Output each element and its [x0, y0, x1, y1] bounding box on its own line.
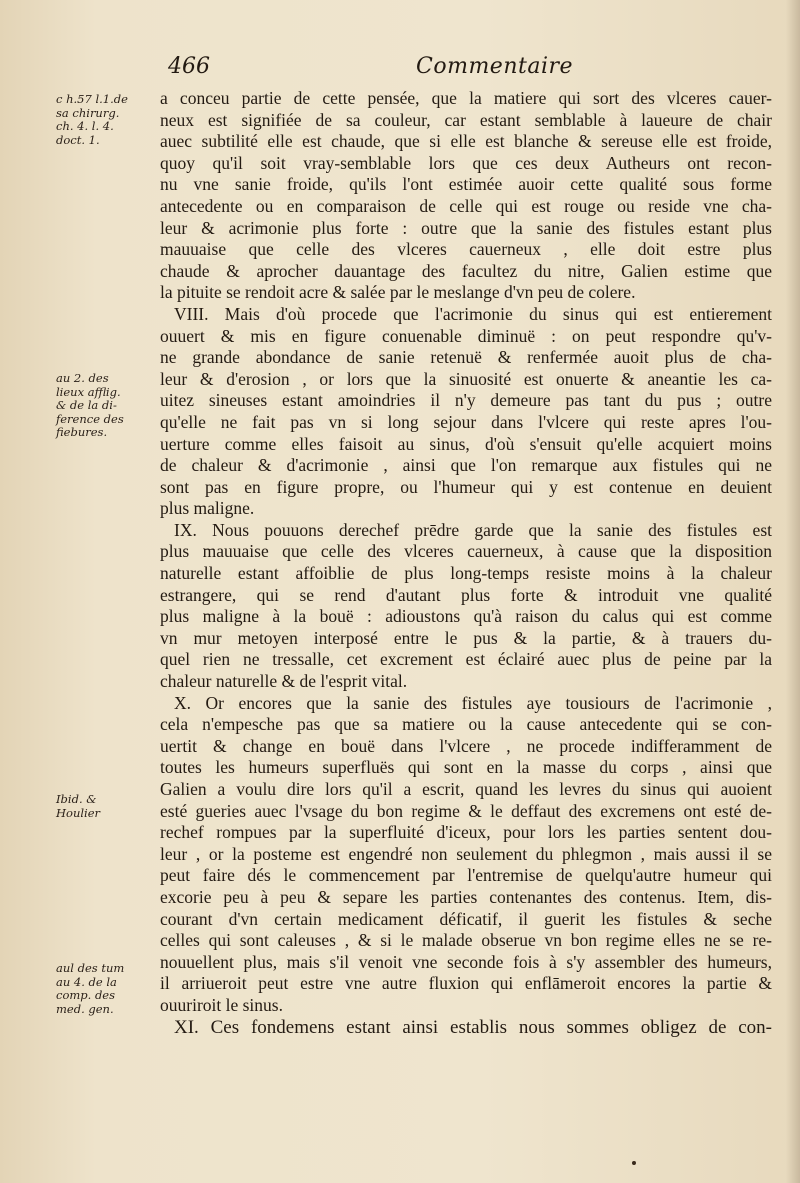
- text-line: X. Or encores que la sanie des fistules aye tousiours de l'acrimonie ,: [174, 692, 772, 713]
- text-line: qu'elle ne fait pas vn si long sejour dans l'vlcere qui reste apres l'ou-: [160, 411, 772, 432]
- text-line: uerture comme elles faisoit au sinus, d'où s'ensuit qu'elle acquiert moins: [160, 433, 772, 454]
- text-line: il arriueroit peut estre vne autre fluxion qui enflāmeroit encores la partie &: [160, 973, 772, 994]
- text-line: rechef rompues par la superfluité d'iceux, pour lors les parties sentent dou-: [160, 822, 772, 843]
- page-number: 466: [168, 54, 210, 79]
- page-header: [160, 52, 780, 86]
- margin-note-line: sa chirurg.: [56, 105, 120, 120]
- margin-note: [56, 372, 156, 440]
- text-line: a conceu partie de cette pensée, que la matiere qui sort des vlceres cauer-: [160, 88, 772, 108]
- text-line: de chaleur & d'acrimonie , ainsi que l'on remarque aux fistules qui ne: [160, 455, 772, 476]
- text-line: uertit & change en bouë dans l'vlcere , ne procede indifferamment de: [160, 735, 772, 756]
- body-text: [160, 88, 772, 1038]
- text-line: excorie peu à peu & separe les parties contenantes des contenus. Item, dis-: [160, 886, 772, 907]
- text-line: IX. Nous pouuons derechef prēdre garde que la sanie des fistules est: [174, 519, 772, 540]
- margin-note-line: ch. 4. l. 4.: [56, 119, 114, 133]
- margin-note-line: aul des tum: [56, 961, 125, 975]
- text-line: cela n'empesche pas que sa matiere ou la cause antecedente qui se con-: [160, 714, 772, 735]
- text-line: quoy qu'il soit vray-semblable lors que ces deux Autheurs ont recon-: [160, 152, 772, 173]
- text-line: antecedente ou en comparaison de celle qui est rouge ou reside vne cha-: [160, 195, 772, 216]
- text-line: courant d'vn certain medicament déficatif, il guerit les fistules & seche: [160, 908, 772, 929]
- text-line: esté gueries auec l'vsage du bon regime & le deffaut des excremens ont esté de-: [160, 800, 772, 821]
- text-line: naturelle estant affoiblie de plus long-temps resiste moins à la chaleur: [160, 563, 772, 584]
- margin-note-line: & de la di-: [56, 398, 117, 412]
- ink-spot: [632, 1161, 636, 1165]
- text-line: nouuellent plus, mais s'il venoit vne seconde fois à s'y assembler des humeurs,: [160, 951, 772, 972]
- margin-note-line: ference des: [56, 411, 124, 426]
- text-line: toutes les humeurs superfluës qui sont en la masse du corps , ainsi que: [160, 757, 772, 778]
- text-line: celles qui sont caleuses , & si le malade obserue vn bon regime elles ne se re-: [160, 930, 772, 951]
- margin-note: [56, 793, 156, 820]
- margin-note-line: au 4. de la: [56, 974, 117, 989]
- margin-note-line: Ibid. &: [56, 792, 97, 806]
- text-line: leur , or la posteme est engendré non seulement du phlegmon , mais aussi il se: [160, 843, 772, 864]
- text-line: ne grande abondance de sanie retenuë & renfermée auoit plus de cha-: [160, 347, 772, 368]
- text-line: uitez sineuses estant amoindries il n'y demeure pas tant du pus ; outre: [160, 390, 772, 411]
- text-line: VIII. Mais d'où procede que l'acrimonie du sinus qui est entierement: [174, 303, 772, 324]
- running-title: Commentaire: [416, 54, 574, 79]
- margin-note-line: doct. 1.: [56, 132, 100, 147]
- margin-note-line: fiebures.: [56, 425, 108, 439]
- margin-note: [56, 93, 156, 147]
- text-line: leur & d'erosion , or lors que la sinuosité est onuerte & aneantie les ca-: [160, 368, 772, 389]
- text-line: plus maligne.: [160, 498, 255, 519]
- margin-note-line: c h.57 l.1.de: [56, 92, 128, 106]
- text-line: mauuaise que celle des vlceres cauerneux , elle doit estre plus: [160, 239, 772, 260]
- text-line: la pituite se rendoit acre & salée par le meslange d'vn peu de colere.: [160, 282, 636, 303]
- text-line: ouuriroit le sinus.: [160, 994, 283, 1015]
- margin-note-line: med. gen.: [56, 1001, 114, 1016]
- text-line: chaude & aprocher dauantage des facultez du nitre, Galien estime que: [160, 260, 772, 281]
- text-line: neux est signifiée de sa couleur, car estant semblable à laueure de chair: [160, 109, 772, 130]
- text-line: leur & acrimonie plus forte : outre que la sanie des fistules estant plus: [160, 217, 772, 238]
- text-line: plus maligne à la bouë : adioustons qu'à raison du calus qui est comme: [160, 606, 772, 627]
- text-line: peut faire dés le commencement par l'entremise de quelqu'autre humeur qui: [160, 865, 772, 886]
- text-line: estrangere, qui se rend d'autant plus forte & introduit vne qualité: [160, 584, 772, 605]
- text-line: plus mauuaise que celle des vlceres cauerneux, à cause que la disposition: [160, 541, 772, 562]
- text-line: XI. Ces fondemens estant ainsi establis nous sommes obligez de con-: [174, 1016, 772, 1038]
- margin-note-line: au 2. des: [56, 371, 109, 385]
- text-line: sont pas en figure propre, ou l'humeur qui y est contenue en deuient: [160, 476, 772, 497]
- text-line: Galien a voulu dire lors qu'il a escrit, quand les levres du sinus qui auoient: [160, 779, 772, 799]
- text-line: ouuert & mis en figure conuenable diminuë : on peut respondre qu'v-: [160, 325, 772, 346]
- margin-note-line: comp. des: [56, 988, 116, 1002]
- text-line: chaleur naturelle & de l'esprit vital.: [160, 671, 408, 692]
- text-line: auec subtilité elle est chaude, que si elle est blanche & sereuse elle est froide,: [160, 131, 772, 152]
- text-line: nu vne sanie froide, qu'ils l'ont estimée auoir cette qualité sous forme: [160, 174, 772, 195]
- margin-note-line: Houlier: [56, 805, 101, 820]
- page-edge-shadow: [786, 0, 800, 1183]
- text-line: quel rien ne tressalle, cet excrement est éclairé auec plus de peine par la: [160, 649, 772, 670]
- margin-note-line: lieux afflig.: [56, 384, 121, 399]
- margin-note: [56, 962, 156, 1016]
- text-line: vn mur metoyen interposé entre le pus & la partie, & à trauers du-: [160, 627, 772, 648]
